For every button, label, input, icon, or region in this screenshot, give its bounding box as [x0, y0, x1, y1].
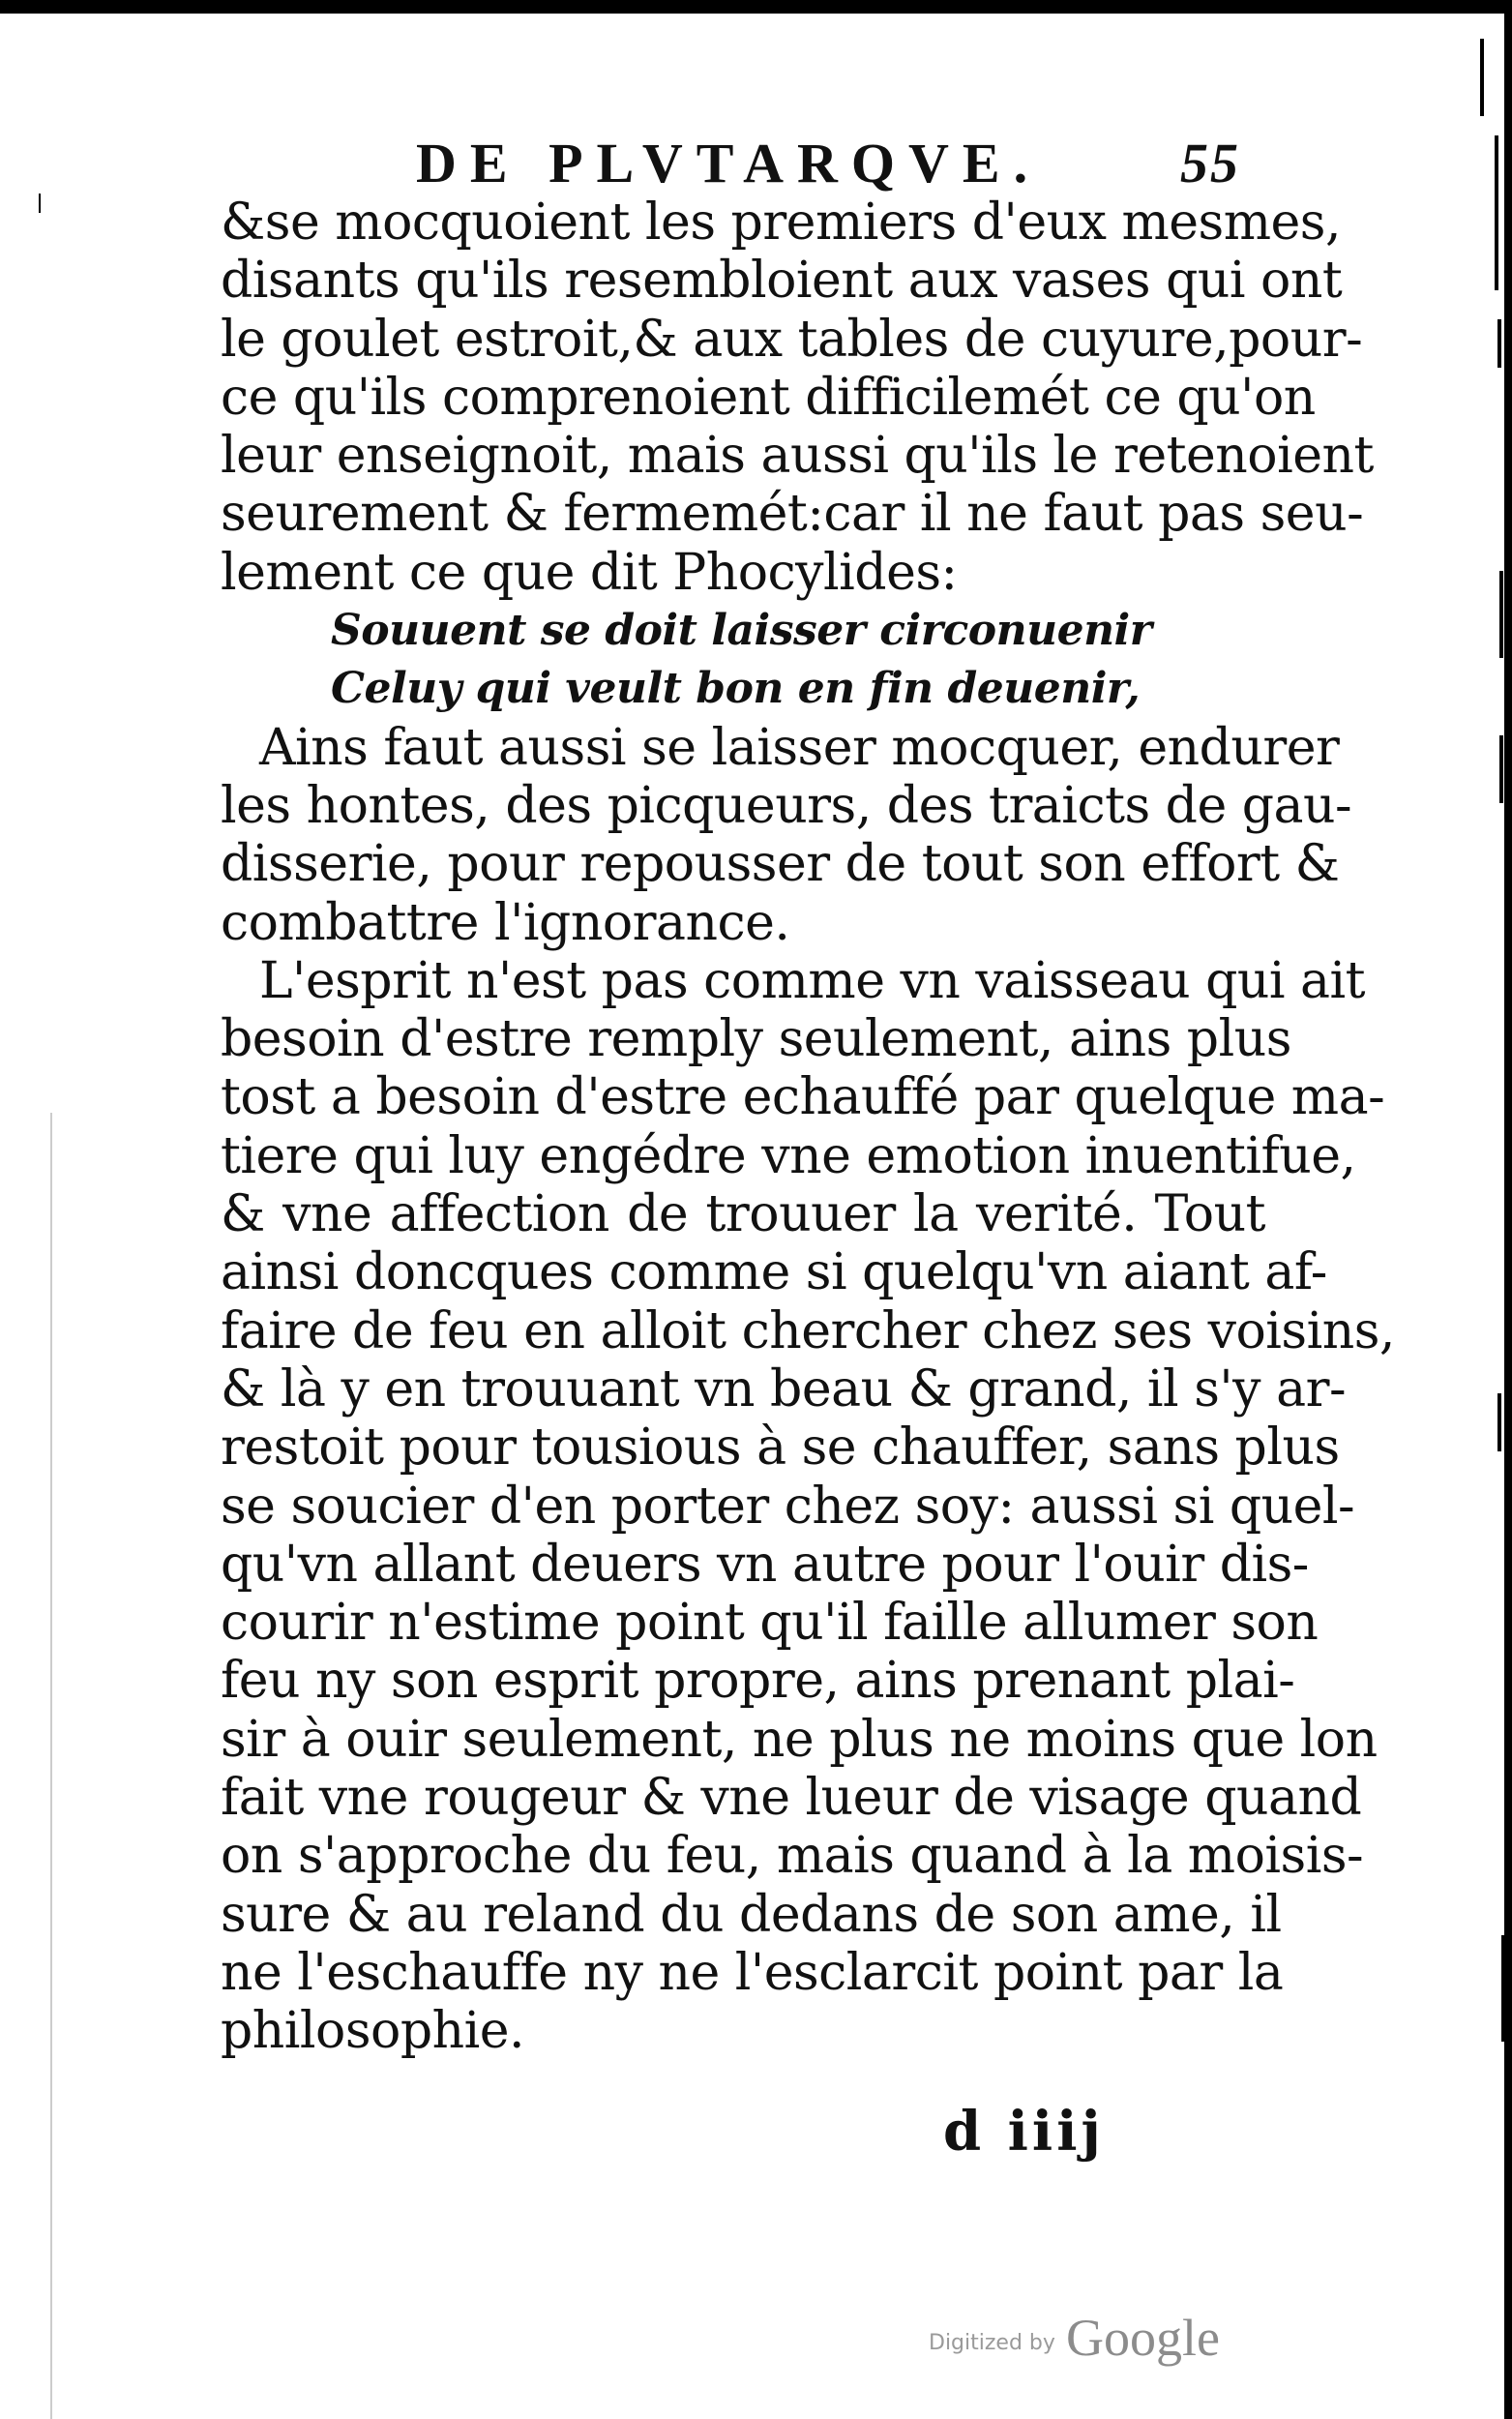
text-line: leur enseignoit, mais aussi qu'ils le retenoient — [221, 427, 1374, 486]
verse-line: Souuent se doit laisser circonuenir — [331, 606, 1152, 656]
text-line: courir n'estime point qu'il faille allumer son — [221, 1594, 1319, 1653]
text-line: ainsi doncques comme si quelqu'vn aiant af- — [221, 1243, 1327, 1302]
text-line: lement ce que dit Phocylides: — [221, 543, 958, 602]
text-line: ce qu'ils comprenoient difficilemét ce qu'on — [221, 368, 1316, 427]
text-line: & vne affection de trouuer la verité. Tout — [221, 1185, 1265, 1244]
text-line: &se mocquoient les premiers d'eux mesmes, — [221, 194, 1342, 252]
text-line: on s'approche du feu, mais quand à la moisis- — [221, 1827, 1364, 1886]
digitization-watermark — [929, 2308, 1220, 2366]
text-line: sir à ouir seulement, ne plus ne moins que lon — [221, 1710, 1378, 1769]
text-line: qu'vn allant deuers vn autre pour l'ouir dis- — [221, 1535, 1309, 1594]
page-number: 55 — [1180, 132, 1240, 194]
text-line: ne l'eschauffe ny ne l'esclarcit point par la — [221, 1943, 1284, 2002]
text-line: fait vne rougeur & vne lueur de visage quand — [221, 1769, 1362, 1828]
text-line: sure & au reland du dedans de son ame, il — [221, 1885, 1282, 1944]
body-text — [221, 194, 1395, 2061]
text-line: Ains faut aussi se laisser mocquer, endurer — [259, 718, 1340, 777]
text-line: les hontes, des picqueurs, des traicts de gau- — [221, 776, 1352, 835]
page-left-edge — [50, 1113, 52, 2419]
text-line: restoit pour tousious à se chauffer, sans plus — [221, 1419, 1340, 1478]
text-line: L'esprit n'est pas comme vn vaisseau qui ait — [259, 951, 1366, 1010]
verse-line: Celuy qui veult bon en fin deuenir, — [331, 664, 1141, 714]
text-line: philosophie. — [221, 2002, 525, 2061]
page-top-edge — [0, 0, 1512, 14]
watermark-prefix: Digitized by — [929, 2331, 1055, 2355]
text-line: feu ny son esprit propre, ains prenant plai- — [221, 1652, 1295, 1711]
text-line: disants qu'ils resembloient aux vases qui ont — [221, 252, 1343, 311]
running-head-title: DE PLVTARQVE. — [416, 132, 1042, 194]
text-line: seurement & fermemét:car il ne faut pas seu- — [221, 485, 1364, 544]
text-line: besoin d'estre remply seulement, ains plus — [221, 1010, 1291, 1069]
text-line: disserie, pour repousser de tout son effort & — [221, 835, 1340, 894]
text-line: faire de feu en alloit chercher chez ses voisins, — [221, 1301, 1395, 1360]
signature-mark: d iiij — [943, 2100, 1105, 2164]
text-line: se soucier d'en porter chez soy: aussi si quel- — [221, 1477, 1355, 1536]
text-line: le goulet estroit,& aux tables de cuyure,pour- — [221, 310, 1363, 369]
text-line: tost a besoin d'estre echauffé par quelque ma- — [221, 1068, 1385, 1127]
text-line: combattre l'ignorance. — [221, 893, 790, 952]
text-line: & là y en trouuant vn beau & grand, il s'y ar- — [221, 1359, 1347, 1419]
text-line: tiere qui luy engédre vne emotion inuentifue, — [221, 1126, 1356, 1185]
page-right-edge — [1504, 0, 1512, 2419]
google-logo: Google — [1066, 2309, 1220, 2367]
